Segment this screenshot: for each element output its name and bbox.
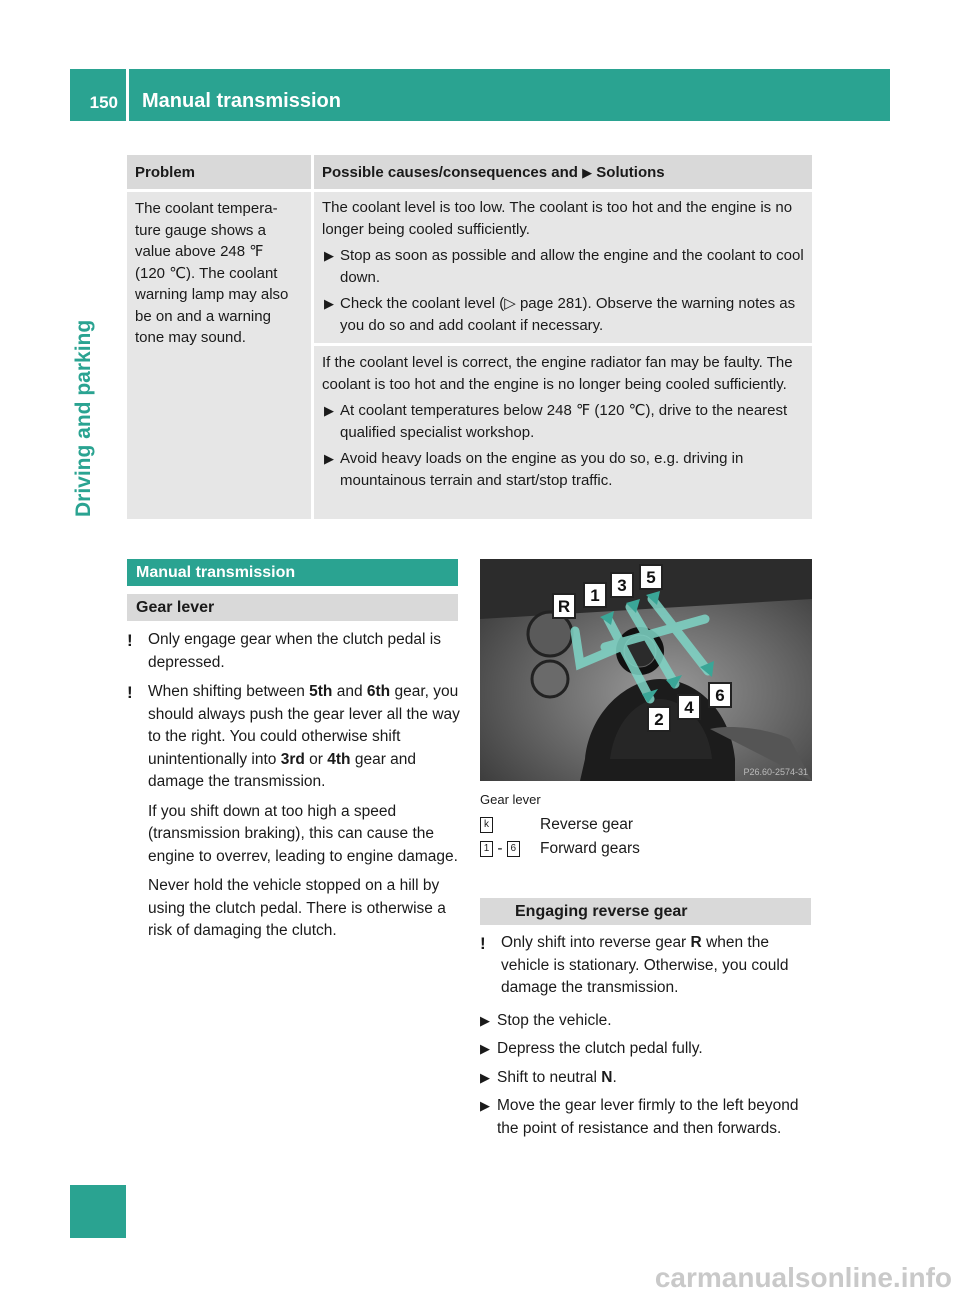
image-code: P26.60-2574-31 xyxy=(743,767,808,777)
warning-icon: ! xyxy=(127,631,133,650)
svg-text:3: 3 xyxy=(617,576,627,595)
side-tab-label: Driving and parking xyxy=(72,319,95,517)
list-item: ▶ At coolant temperatures below 248 ℉ (120 ℃), drive to the nearest qualified specialist workshop. xyxy=(324,402,788,441)
list-item: ▶ Stop as soon as possible and allow the engine and the coolant to cool down. xyxy=(324,247,804,286)
arrow-right-icon: ▶ xyxy=(480,1098,490,1113)
gear-label-1 xyxy=(584,583,606,607)
arrow-right-icon: ▶ xyxy=(480,1012,490,1028)
legend-item-reverse: k Reverse gear xyxy=(480,813,640,837)
list-item: ▶ Check the coolant level (▷ page 281). Observe the warning notes as you do so and add coolant if necessary. xyxy=(324,295,796,334)
problem-table xyxy=(127,155,812,519)
table-header-problem: Problem xyxy=(127,155,311,189)
gear-6-key-icon: 6 xyxy=(507,841,520,857)
gear-label-5 xyxy=(640,565,662,589)
subsection-heading-gear-lever: Gear lever xyxy=(127,594,458,621)
arrow-right-icon: ▶ xyxy=(324,248,334,263)
list-item: ▶ Move the gear lever firmly to the left beyond the point of resistance and then forwards. xyxy=(480,1097,799,1137)
svg-text:5: 5 xyxy=(646,568,656,587)
table-cell-cause-1 xyxy=(314,192,812,343)
side-marker xyxy=(70,1185,126,1238)
gear-label-4 xyxy=(678,695,700,719)
svg-text:R: R xyxy=(557,597,571,616)
table-cell-cause-2 xyxy=(314,346,812,519)
arrow-right-icon: ▶ xyxy=(480,1041,490,1056)
gear-label-6 xyxy=(709,683,731,707)
svg-text:6: 6 xyxy=(715,686,725,705)
paragraph-overrev: If you shift down at too high a speed (transmission braking), this can cause the engine to overrev, leading to engine damage. xyxy=(148,802,458,865)
gear-label-2 xyxy=(648,707,670,731)
gear-lever-image xyxy=(480,559,812,781)
side-tab xyxy=(70,121,126,521)
arrow-right-icon: ▶ xyxy=(480,1069,490,1085)
legend-item-forward: 1 - 6 Forward gears xyxy=(480,837,640,861)
svg-text:4: 4 xyxy=(684,698,694,717)
warning-shifting: ! When shifting between 5th and 6th gear, you should always push the gear lever all the way to the right. You could otherwise shift unintentionally into 3rd or 4th gear and damage the transmission. xyxy=(127,683,460,790)
warning-icon: ! xyxy=(127,683,133,702)
page-title: Manual transmission xyxy=(142,90,341,112)
gear-label-3 xyxy=(611,573,633,597)
warning-icon: ! xyxy=(480,934,486,953)
gear-label-r xyxy=(553,594,575,618)
arrow-right-icon: ▶ xyxy=(324,296,334,311)
section-heading-reverse-gear: Engaging reverse gear xyxy=(480,898,811,925)
reverse-gear-text xyxy=(480,932,813,1140)
gear-1-key-icon: 1 xyxy=(480,841,493,857)
cause-2-text: If the coolant level is correct, the engine radiator fan may be faulty. The coolant is too hot and the engine is no longer being cooled sufficiently. xyxy=(322,354,793,393)
arrow-right-icon: ▶ xyxy=(324,451,334,466)
arrow-right-icon: ▶ xyxy=(582,165,593,180)
warning-reverse: ! Only shift into reverse gear R when the vehicle is stationary. Otherwise, you could damage the transmission. xyxy=(480,934,789,996)
page-number: 150 xyxy=(89,93,118,112)
svg-text:1: 1 xyxy=(590,586,600,605)
page-number-box xyxy=(70,69,126,121)
arrow-right-icon: ▶ xyxy=(324,403,334,418)
figure-caption: Gear lever xyxy=(480,792,541,807)
gear-lever-text xyxy=(127,629,461,943)
table-cell-problem xyxy=(127,192,311,519)
warning-clutch: ! Only engage gear when the clutch pedal is depressed. xyxy=(127,631,441,671)
problem-text: The coolant tempera- ture gauge shows a value above 248 ℉ (120 ℃). The coolant warning lamp may also be on and a warning tone may sound. xyxy=(135,200,289,346)
page-header xyxy=(129,69,890,121)
list-item: ▶ Depress the clutch pedal fully. xyxy=(480,1038,813,1061)
figure-legend xyxy=(480,813,640,861)
table-header-causes: Possible causes/consequences and ▶ Solutions xyxy=(314,155,812,189)
section-heading-manual-transmission: Manual transmission xyxy=(127,559,458,586)
cause-1-text: The coolant level is too low. The coolant is too hot and the engine is no longer being cooled sufficiently. xyxy=(322,199,793,238)
reverse-key-icon: k xyxy=(480,817,493,833)
list-item: ▶ Stop the vehicle. xyxy=(480,1010,813,1033)
list-item: ▶ Shift to neutral N. xyxy=(480,1067,813,1090)
svg-text:2: 2 xyxy=(654,710,664,729)
paragraph-clutch-hill: Never hold the vehicle stopped on a hill by using the clutch pedal. There is otherwise a risk of damaging the clutch. xyxy=(148,877,446,939)
list-item: ▶ Avoid heavy loads on the engine as you do so, e.g. driving in mountainous terrain and start/stop traffic. xyxy=(324,450,744,489)
watermark: carmanualsonline.info xyxy=(654,1262,952,1293)
